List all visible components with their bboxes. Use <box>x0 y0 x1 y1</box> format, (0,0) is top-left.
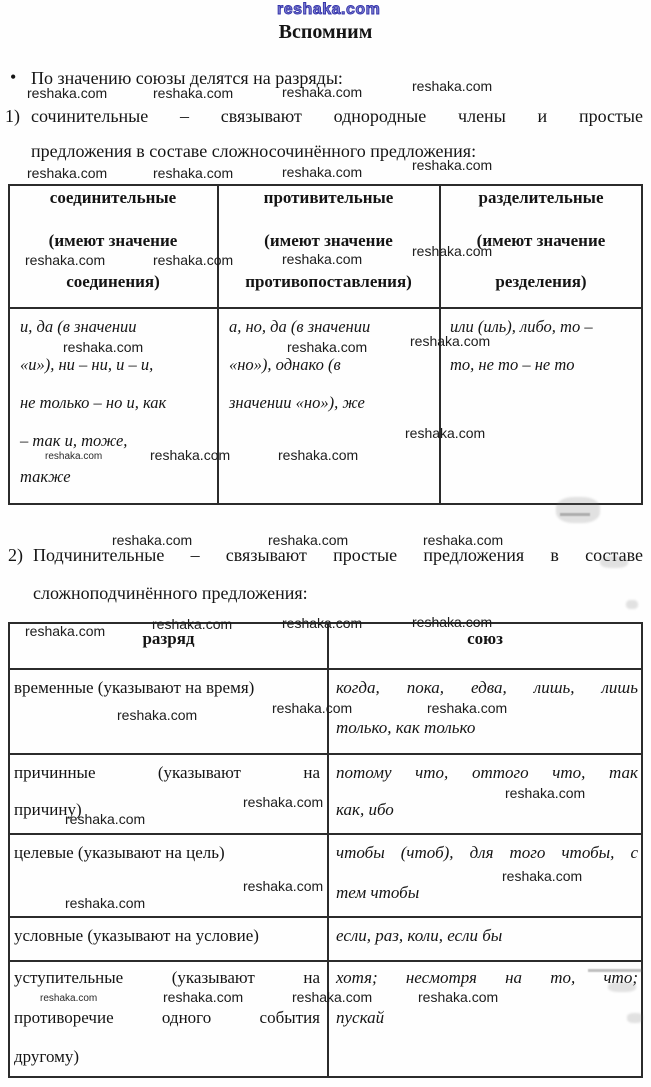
watermark: reshaka.com <box>40 993 98 1004</box>
table1-cell-line: и, да (в значении <box>20 317 137 336</box>
watermark: reshaka.com <box>65 811 146 827</box>
watermark: reshaka.com <box>423 532 504 548</box>
table1-header-connective-sub1: (имеют значение <box>48 231 178 250</box>
scan-noise <box>626 600 638 609</box>
watermark: reshaka.com <box>502 868 583 884</box>
watermark: reshaka.com <box>153 85 234 101</box>
table1-header-disjunctive-sub2: резделения) <box>495 272 587 291</box>
watermark: reshaka.com <box>418 989 499 1005</box>
watermark: reshaka.com <box>65 895 146 911</box>
table2-category-line: причину) <box>14 800 82 819</box>
table1-cell-line: то, не то – не то <box>450 355 575 374</box>
watermark: reshaka.com <box>277 1 381 18</box>
watermark: reshaka.com <box>63 339 144 355</box>
list-item-1-line-2: предложения в составе сложносочинённого предложения: <box>31 141 477 161</box>
table2-row-divider <box>8 753 643 755</box>
table2-category-line: целевые (указывают на цель) <box>14 843 225 862</box>
watermark: reshaka.com <box>150 447 231 463</box>
table2-category-line: временные (указывают на время) <box>14 678 255 697</box>
table1-header-disjunctive-sub1: (имеют значение <box>476 231 606 250</box>
scan-noise <box>556 497 600 523</box>
table2-row-divider <box>8 916 643 918</box>
watermark: reshaka.com <box>405 425 486 441</box>
watermark: reshaka.com <box>243 794 324 810</box>
table1-header-connective: соединительные <box>49 188 177 207</box>
table1-header-adversative-sub1: (имеют значение <box>264 231 393 250</box>
table2-conjunction-line: чтобы (чтоб), для того чтобы, с <box>336 843 638 862</box>
list-item-2-line-2: сложноподчинённого предложения: <box>33 583 308 603</box>
intro-line: По значению союзы делятся на разряды: <box>31 68 343 88</box>
table2-row-divider <box>8 960 643 962</box>
table1-cell-line: – так и, тоже, <box>20 431 128 450</box>
table2-conjunction-line: если, раз, коли, если бы <box>336 926 503 945</box>
table1-cell-line: «но»), однако (в <box>229 355 341 374</box>
watermark: reshaka.com <box>268 532 349 548</box>
watermark: reshaka.com <box>412 78 493 94</box>
table2-row-divider <box>8 668 643 670</box>
watermark: reshaka.com <box>117 707 198 723</box>
watermark: reshaka.com <box>505 785 586 801</box>
table1-header-connective-sub2: соединения) <box>66 272 160 291</box>
watermark: reshaka.com <box>427 700 508 716</box>
table1-cell-line: также <box>20 467 71 486</box>
watermark: reshaka.com <box>27 165 108 181</box>
watermark: reshaka.com <box>153 165 234 181</box>
watermark: reshaka.com <box>412 614 493 630</box>
table2-conjunction-line: только, как только <box>336 718 476 737</box>
watermark: reshaka.com <box>287 339 368 355</box>
table1-header-adversative-sub2: противопоставления) <box>245 272 412 291</box>
table2-conjunction-line: когда, пока, едва, лишь, лишь <box>336 678 638 697</box>
watermark: reshaka.com <box>27 85 108 101</box>
watermark: reshaka.com <box>153 252 234 268</box>
watermark: reshaka.com <box>278 447 359 463</box>
table1-cell-line: или (иль), либо, то – <box>450 317 593 336</box>
table2-category-line: условные (указывают на условие) <box>14 926 259 945</box>
table1-header-adversative: противительные <box>263 188 394 207</box>
watermark: reshaka.com <box>412 157 493 173</box>
watermark: reshaka.com <box>25 623 106 639</box>
watermark: reshaka.com <box>292 989 373 1005</box>
watermark: reshaka.com <box>25 252 106 268</box>
watermark: reshaka.com <box>282 615 363 631</box>
bullet-icon: • <box>10 67 17 87</box>
watermark: reshaka.com <box>272 700 353 716</box>
table1-cell-line: «и»), ни – ни, и – и, <box>20 355 154 374</box>
list-item-2-line-1: Подчинительные – связывают простые предложения в составе <box>33 545 643 565</box>
table1-header-divider <box>8 307 643 309</box>
scan-noise <box>588 969 642 972</box>
watermark: reshaka.com <box>152 616 233 632</box>
list-item-1-line-1: сочинительные – связывают однородные члены и простые <box>31 106 643 126</box>
scan-noise <box>608 982 636 992</box>
table2-header-category: разряд <box>142 629 195 648</box>
table2-category-line: противоречие одного события <box>14 1008 320 1027</box>
table2-conjunction-line: как, ибо <box>336 800 394 819</box>
page-title: Вспомним <box>278 21 373 43</box>
table2-category-line: причинные (указывают на <box>14 763 320 782</box>
table1-cell-line: а, но, да (в значении <box>229 317 371 336</box>
watermark: reshaka.com <box>45 451 103 462</box>
table2-row-divider <box>8 833 643 835</box>
table2-conjunction-line: тем чтобы <box>336 883 420 902</box>
table2-conjunction-line: хотя; несмотря на то, что; <box>336 968 638 987</box>
watermark: reshaka.com <box>282 84 363 100</box>
watermark: reshaka.com <box>282 164 363 180</box>
table1-cell-line: значении «но»), же <box>229 393 365 412</box>
list-item-2-number: 2) <box>8 545 23 565</box>
table1-cell-line: не только – но и, как <box>20 393 167 412</box>
watermark: reshaka.com <box>412 243 493 259</box>
table2-category-line: другому) <box>14 1047 80 1066</box>
watermark: reshaka.com <box>282 251 363 267</box>
table2-column-divider <box>327 622 329 1078</box>
watermark: reshaka.com <box>410 333 491 349</box>
list-item-1-number: 1) <box>5 106 20 126</box>
watermark: reshaka.com <box>243 878 324 894</box>
scan-noise <box>627 1013 643 1023</box>
scan-noise <box>560 513 590 516</box>
watermark: reshaka.com <box>163 989 244 1005</box>
table2-conjunction-line: пускай <box>336 1008 385 1027</box>
watermark: reshaka.com <box>112 532 193 548</box>
scan-noise <box>600 556 628 568</box>
table1-header-disjunctive: разделительные <box>478 188 604 207</box>
table2-category-line: уступительные (указывают на <box>14 968 320 987</box>
table2-header-conjunction: союз <box>467 629 503 648</box>
table2-conjunction-line: потому что, оттого что, так <box>336 763 638 782</box>
